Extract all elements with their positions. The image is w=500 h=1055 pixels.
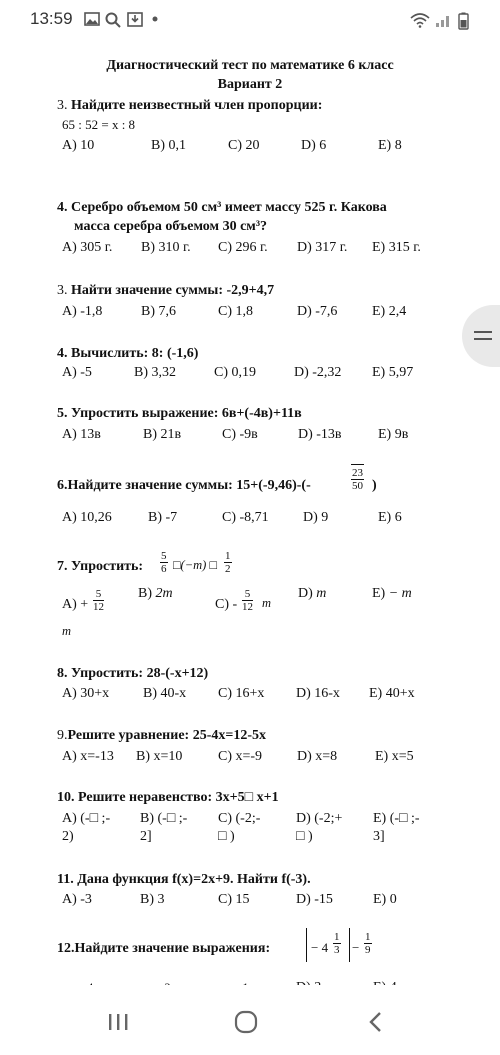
q9-option-d: D) x=8: [297, 749, 338, 764]
proportion-expression: 65 : 52 = x : 8: [62, 117, 136, 132]
q4a-option-a: A) 305 г.: [62, 240, 113, 255]
question-3b: 3. Найти значение суммы: -2,9+4,7: [57, 283, 275, 298]
q8-option-b: B) 40-x: [143, 686, 187, 701]
doc-title: Диагностический тест по математике 6 класс: [106, 58, 394, 73]
q11-option-a: A) -3: [62, 892, 92, 907]
home-button[interactable]: [226, 1007, 266, 1037]
question-5: 5. Упростить выражение: 6в+(-4в)+11в: [57, 406, 302, 421]
q3a-option-d: D) 6: [301, 138, 327, 153]
q4b-option-d: D) -2,32: [294, 365, 342, 380]
q3b-option-e: E) 2,4: [372, 304, 407, 319]
q8-option-e: E) 40+x: [369, 686, 415, 701]
q7-option-a-m: m: [62, 624, 72, 638]
back-button[interactable]: [356, 1007, 396, 1037]
q4b-option-a: A) -5: [62, 365, 92, 380]
q5-option-c: C) -9в: [222, 427, 258, 442]
question-12: 12.Найдите значение выражения:: [57, 941, 271, 956]
q7-option-d: D) m: [298, 586, 327, 601]
q4b-option-b: B) 3,32: [134, 365, 176, 380]
wifi-icon: [410, 12, 430, 28]
q5-option-d: D) -13в: [298, 427, 342, 442]
gallery-icon: [84, 12, 100, 26]
q10-option-d-line2: □ ): [296, 829, 313, 844]
q9-option-e: E) x=5: [375, 749, 414, 764]
signal-icon: [435, 12, 453, 28]
q12-fraction: $\frac{1}{9}$: [365, 931, 371, 956]
q11-option-e: E) 0: [373, 892, 397, 907]
question-4a-line2: масса серебра объемом 30 см³?: [74, 219, 268, 234]
q9-option-a: A) x=-13: [62, 749, 114, 764]
question-4b: 4. Вычислить: 8: (-1,6): [57, 346, 199, 361]
q7-option-c: C) -: [215, 597, 238, 612]
search-icon: [105, 12, 121, 28]
q3b-option-b: B) 7,6: [141, 304, 176, 319]
navigation-bar: [0, 985, 500, 1055]
recent-apps-button[interactable]: [98, 1007, 138, 1037]
q11-option-b: B) 3: [140, 892, 165, 907]
q4b-option-e: E) 5,97: [372, 365, 414, 380]
q10-option-d-line1: D) (-2;+: [296, 811, 343, 826]
q7-option-a-fraction: $\frac{5}{12}$: [93, 588, 104, 613]
doc-variant: Вариант 2: [217, 77, 283, 92]
q4a-option-b: B) 310 г.: [141, 240, 191, 255]
q7-option-c-fraction: $\frac{5}{12}$: [242, 588, 253, 613]
test-document: [0, 40, 500, 985]
q6-option-a: A) 10,26: [62, 510, 112, 525]
q10-option-c-line1: C) (-2;-: [218, 811, 261, 826]
battery-icon: [458, 12, 469, 30]
question-7: 7. Упростить:: [57, 559, 144, 574]
question-11: 11. Дана функция f(x)=2x+9. Найти f(-3).: [57, 872, 311, 887]
q12-abs-whole: − 4: [311, 940, 329, 955]
q4b-option-c: C) 0,19: [214, 365, 256, 380]
q7-option-b: B) 2m: [138, 586, 173, 601]
q6-option-b: B) -7: [148, 510, 178, 525]
question-10: 10. Решите неравенство: 3x+5□ x+1: [57, 790, 279, 805]
download-icon: [127, 12, 143, 27]
q9-option-c: C) x=-9: [218, 749, 263, 764]
question-4a-line1: 4. Серебро объемом 50 см³ имеет массу 525 г. Какова: [57, 200, 387, 215]
q6-close-paren: ): [372, 478, 377, 493]
q3b-option-a: A) -1,8: [62, 304, 103, 319]
q6-fraction: $\frac{23}{50}$: [351, 464, 364, 492]
q10-option-a-line2: 2): [62, 829, 74, 844]
dot-icon: [152, 16, 158, 22]
q3a-option-a: A) 10: [62, 138, 95, 153]
q12-minus: −: [352, 940, 360, 955]
q3b-option-d: D) -7,6: [297, 304, 338, 319]
q8-option-d: D) 16-x: [296, 686, 340, 701]
q3a-option-c: C) 20: [228, 138, 260, 153]
q11-option-c: C) 15: [218, 892, 250, 907]
q7-middle-term: □(−m) □: [173, 558, 218, 572]
q8-option-c: C) 16+x: [218, 686, 265, 701]
q4a-option-c: C) 296 г.: [218, 240, 268, 255]
q5-option-b: B) 21в: [143, 427, 182, 442]
status-time: 13:59: [30, 9, 73, 28]
q7-option-e: E) − m: [372, 586, 412, 601]
q3b-option-c: C) 1,8: [218, 304, 253, 319]
q10-option-b-line1: B) (-□ ;-: [140, 811, 188, 826]
status-bar: [0, 0, 500, 40]
q9-option-b: B) x=10: [136, 749, 183, 764]
q10-option-e-line1: E) (-□ ;-: [373, 811, 420, 826]
question-9: 9.Решите уравнение: 25-4x=12-5x: [57, 728, 266, 743]
q4a-option-e: E) 315 г.: [372, 240, 421, 255]
handle-line-icon: [474, 338, 492, 340]
q7-option-a: A) +: [62, 597, 89, 612]
q3a-option-e: E) 8: [378, 138, 402, 153]
q6-option-c: C) -8,71: [222, 510, 269, 525]
handle-line-icon: [474, 331, 492, 333]
q5-option-a: A) 13в: [62, 427, 101, 442]
q10-option-c-line2: □ ): [218, 829, 235, 844]
q6-option-e: E) 6: [378, 510, 402, 525]
q10-option-e-line2: 3]: [373, 829, 385, 844]
question-3a: 3. Найдите неизвестный член пропорции:: [57, 98, 323, 113]
q10-option-a-line1: A) (-□ ;-: [62, 811, 111, 826]
q7-option-c-m: m: [262, 596, 272, 610]
q4a-option-d: D) 317 г.: [297, 240, 348, 255]
q6-option-d: D) 9: [303, 510, 329, 525]
question-8: 8. Упростить: 28-(-x+12): [57, 666, 209, 681]
q12-abs-fraction: $\frac{1}{3}$: [334, 931, 340, 956]
q7-fraction-1: $\frac{5}{6}$: [161, 550, 167, 575]
question-6: 6.Найдите значение суммы: 15+(-9,46)-(-: [57, 478, 311, 493]
q11-option-d: D) -15: [296, 892, 333, 907]
q7-fraction-2: $\frac{1}{2}$: [225, 550, 231, 575]
q10-option-b-line2: 2]: [140, 829, 152, 844]
q3a-option-b: B) 0,1: [151, 138, 186, 153]
q8-option-a: A) 30+x: [62, 686, 110, 701]
q5-option-e: E) 9в: [378, 427, 409, 442]
